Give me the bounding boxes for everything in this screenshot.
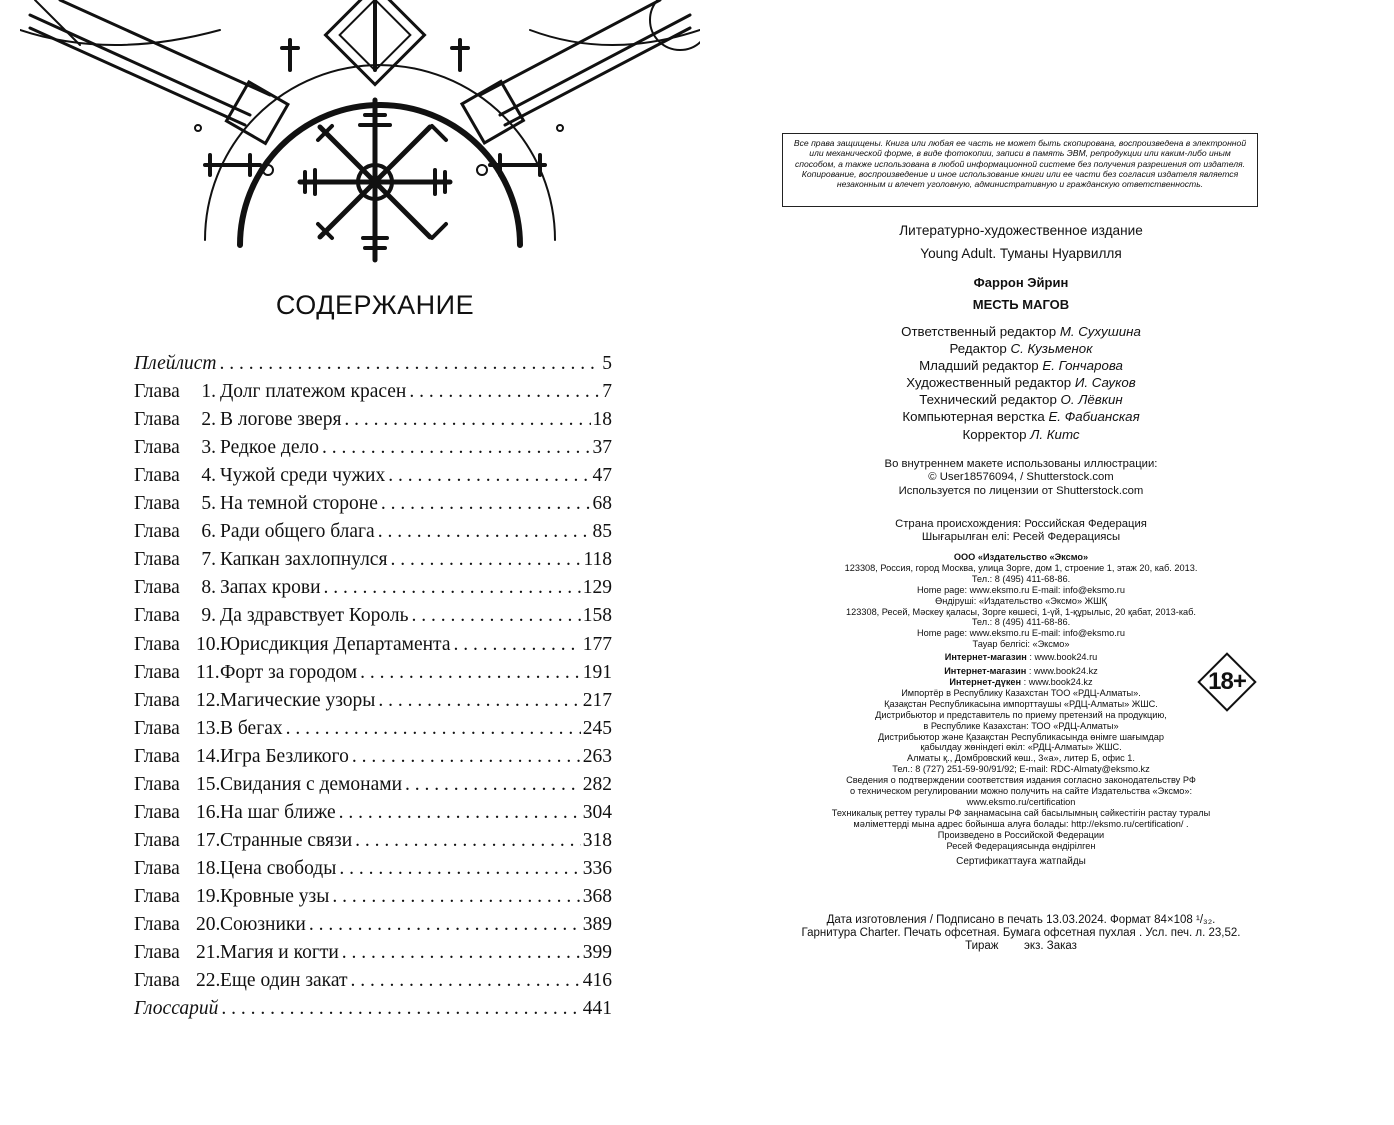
staff-role: Художественный редактор bbox=[906, 375, 1072, 391]
publisher-block bbox=[782, 552, 1260, 868]
publisher-lines bbox=[782, 563, 1260, 650]
toc-leader-dots bbox=[412, 604, 581, 628]
toc-entry-title: Игра Безликого bbox=[220, 745, 349, 767]
imprint-line: в Республике Казахстан: ТОО «РДЦ-Алматы» bbox=[923, 720, 1119, 731]
toc-leader-dots bbox=[344, 408, 590, 432]
toc-entry-number: 2. bbox=[201, 409, 216, 431]
toc-entry-word: Глава bbox=[134, 521, 180, 543]
illustration-credits bbox=[782, 458, 1260, 498]
toc-entry-number: 4. bbox=[201, 465, 216, 487]
toc-entry-title: Ради общего блага bbox=[220, 521, 375, 543]
imprint-line: Техникалық реттеу туралы РФ заңнамасына сай басылымның сәйкестігін растау туралы bbox=[831, 807, 1211, 818]
toc-entry-word: Глава bbox=[134, 829, 180, 851]
toc-entry-word: Глава bbox=[134, 885, 180, 907]
toc-entry-title: Запах крови bbox=[220, 577, 321, 599]
toc-entry-word: Глава bbox=[134, 577, 180, 599]
toc-entry bbox=[134, 628, 612, 656]
toc-entry-title: Магия и когти bbox=[220, 942, 339, 964]
toc-entry bbox=[134, 488, 612, 516]
toc-entry-number: 3. bbox=[201, 437, 216, 459]
imprint-line: мәліметтерді мына адрес бойынша алуға болады: http://eksmo.ru/certification/ . bbox=[853, 818, 1189, 829]
imprint-line: Тел.: 8 (727) 251-59-90/91/92; E-mail: RDC-Almaty@eksmo.kz bbox=[892, 764, 1150, 775]
print-line: Тираж экз. Заказ bbox=[965, 939, 1077, 952]
staff-role: Корректор bbox=[962, 426, 1027, 442]
toc-entry-title: На темной стороне bbox=[220, 493, 378, 515]
toc-leader-dots bbox=[378, 520, 591, 544]
toc-entry-number: 5. bbox=[201, 493, 216, 515]
toc-entry-title: Глоссарий bbox=[134, 998, 219, 1020]
certification-note: Сертификаттауға жатпайды bbox=[956, 856, 1086, 868]
imprint-line: 123308, Ресей, Мәскеу қаласы, Зорге көшесі, 1-үй, 1-құрылыс, 20 қабат, 2013-каб. bbox=[846, 606, 1196, 617]
toc-entry bbox=[134, 713, 612, 741]
print-info bbox=[782, 914, 1260, 952]
toc-entry-number: 9. bbox=[201, 605, 216, 627]
edition-info bbox=[782, 220, 1260, 265]
toc-leader-dots bbox=[405, 773, 581, 797]
toc-entry-page: 217 bbox=[582, 689, 612, 711]
toc-entry-word: Глава bbox=[134, 801, 180, 823]
toc-entry-number: 13. bbox=[196, 717, 221, 739]
toc-entry-page: 85 bbox=[592, 521, 612, 543]
staff-name: С. Кузьменок bbox=[1010, 341, 1093, 357]
toc-entry-page: 7 bbox=[602, 381, 612, 403]
illustration-line: Используется по лицензии от Shutterstock.com bbox=[898, 484, 1144, 497]
origin-info bbox=[782, 518, 1260, 545]
staff-role: Редактор bbox=[949, 341, 1007, 357]
toc-entry bbox=[134, 937, 612, 965]
toc-entry bbox=[134, 909, 612, 937]
imprint-line: Дистрибьютор және Қазақстан Республикасында өнімге шағымдар bbox=[878, 731, 1164, 742]
staff-role: Технический редактор bbox=[919, 392, 1057, 408]
imprint-line: Сведения о подтверждении соответствия издания согласно законодательству РФ bbox=[846, 775, 1196, 786]
vegvisir-ornament-icon bbox=[20, 0, 700, 270]
toc-entry-page: 336 bbox=[582, 857, 612, 879]
staff-role: Ответственный редактор bbox=[901, 324, 1057, 339]
imprint-line: о техническом регулировании можно получить на сайте Издательства «Эксмо»: bbox=[849, 786, 1193, 797]
staff-name: Е. Гончарова bbox=[1042, 358, 1123, 374]
imprint-line: Өндіруші: «Издательство «Эксмо» ЖШҚ bbox=[935, 595, 1107, 606]
toc-entry-page: 263 bbox=[582, 745, 612, 767]
toc-entry-word: Глава bbox=[134, 381, 180, 403]
staff-entry bbox=[782, 323, 1260, 340]
staff-entry bbox=[782, 340, 1260, 357]
toc-entry bbox=[134, 432, 612, 460]
toc-entry-title: Цена свободы bbox=[220, 857, 337, 879]
staff-name: И. Сауков bbox=[1074, 375, 1136, 391]
toc-entry bbox=[134, 797, 612, 825]
toc-entry-title: Редкое дело bbox=[220, 437, 319, 459]
staff-role: Компьютерная верстка bbox=[902, 409, 1045, 425]
imprint-line: Тауар белгісі: «Эксмо» bbox=[972, 639, 1070, 650]
imprint-line: Тел.: 8 (495) 411-68-86. bbox=[971, 617, 1071, 628]
online-shop-kz: Интернет-магазин : www.book24.kz bbox=[944, 666, 1098, 677]
toc-leader-dots bbox=[381, 492, 591, 516]
author-name: Фаррон Эйрин bbox=[973, 275, 1069, 290]
table-of-contents bbox=[134, 348, 612, 1021]
toc-entry bbox=[134, 348, 612, 376]
toc-entry bbox=[134, 825, 612, 853]
toc-entry-title: Да здравствует Король bbox=[220, 605, 409, 627]
toc-entry-page: 389 bbox=[582, 913, 612, 935]
toc-entry-title: Юрисдикция Департамента bbox=[220, 633, 451, 655]
toc-entry-number: 8. bbox=[201, 577, 216, 599]
toc-entry-page: 304 bbox=[582, 801, 612, 823]
imprint-line: қабылдау жөніндегі өкіл: «РДЦ-Алматы» ЖШС. bbox=[920, 742, 1122, 753]
toc-entry-number: 21. bbox=[196, 942, 221, 964]
toc-entry-page: 129 bbox=[582, 577, 612, 599]
toc-leader-dots bbox=[342, 941, 581, 965]
edition-type: Литературно-художественное издание bbox=[899, 223, 1143, 238]
toc-entry-word: Глава bbox=[134, 633, 180, 655]
imprint-line: Произведено в Российской Федерации bbox=[937, 829, 1105, 840]
toc-entry bbox=[134, 404, 612, 432]
imprint-line: 123308, Россия, город Москва, улица Зорге, дом 1, строение 1, этаж 20, каб. 2013. bbox=[844, 562, 1198, 573]
toc-entry-number: 10. bbox=[196, 633, 221, 655]
toc-entry bbox=[134, 376, 612, 404]
toc-entry bbox=[134, 853, 612, 881]
imprint-line: Дистрибьютор и представитель по приему претензий на продукцию, bbox=[875, 709, 1167, 720]
toc-entry-page: 68 bbox=[592, 493, 612, 515]
toc-entry-word: Глава bbox=[134, 493, 180, 515]
toc-leader-dots bbox=[360, 661, 581, 685]
toc-entry-number: 14. bbox=[196, 745, 221, 767]
staff-entry bbox=[782, 426, 1260, 443]
staff-role: Младший редактор bbox=[919, 358, 1039, 374]
toc-leader-dots bbox=[339, 801, 581, 825]
age-rating-badge bbox=[1196, 651, 1258, 713]
toc-entry-word: Глава bbox=[134, 773, 180, 795]
imprint-line: www.eksmo.ru/certification bbox=[966, 796, 1076, 807]
toc-entry-number: 17. bbox=[196, 829, 221, 851]
toc-entry-page: 282 bbox=[582, 773, 612, 795]
toc-entry-word: Глава bbox=[134, 661, 180, 683]
toc-entry bbox=[134, 516, 612, 544]
staff-name: М. Сухушина bbox=[1059, 324, 1141, 339]
toc-entry-title: Долг платежом красен bbox=[220, 381, 407, 403]
toc-leader-dots bbox=[388, 464, 590, 488]
toc-entry-page: 191 bbox=[582, 661, 612, 683]
toc-entry-page: 399 bbox=[582, 942, 612, 964]
online-shop-kz-kaz: Интернет-дүкен : www.book24.kz bbox=[949, 676, 1093, 687]
toc-entry-number: 18. bbox=[196, 857, 221, 879]
toc-entry-word: Глава bbox=[134, 717, 180, 739]
toc-entry-page: 18 bbox=[592, 409, 612, 431]
age-rating-label: 18+ bbox=[1208, 668, 1246, 695]
staff-entry bbox=[782, 408, 1260, 425]
toc-entry-page: 5 bbox=[602, 353, 612, 375]
toc-entry-title: Странные связи bbox=[220, 829, 353, 851]
staff-name: Л. Китс bbox=[1030, 426, 1080, 442]
imprint-line: Ресей Федерациясында өндірілген bbox=[946, 840, 1096, 851]
toc-leader-dots bbox=[309, 913, 581, 937]
toc-entry-number: 12. bbox=[196, 689, 221, 711]
illustration-line: © User18576094, / Shutterstock.com bbox=[928, 471, 1114, 484]
toc-entry-number: 11. bbox=[196, 661, 220, 683]
copyright-notice: Все права защищены. Книга или любая ее часть не может быть скопирована, воспроизведена в электронной или механической форме, в виде фотокопии, записи в память ЭВМ, репродукции или каким-либо иным способом, а также использована в любой информационной системе без получения разрешения от издателя. Копирование, воспроизведение и иное использование книги или ее части без согласия издателя является незаконным и влечет уголовную, административную и гражданскую ответственность. bbox=[782, 133, 1258, 207]
toc-leader-dots bbox=[378, 689, 580, 713]
toc-entry-number: 20. bbox=[196, 913, 221, 935]
toc-entry-title: Капкан захлопнулся bbox=[220, 549, 388, 571]
origin-line: Шығарылған елі: Ресей Федерациясы bbox=[921, 531, 1121, 544]
toc-entry-page: 118 bbox=[583, 549, 612, 571]
toc-entry-page: 416 bbox=[582, 970, 612, 992]
book-title: МЕСТЬ МАГОВ bbox=[972, 297, 1070, 312]
imprint-line: Тел.: 8 (495) 411-68-86. bbox=[971, 573, 1071, 584]
toc-entry-title: Магические узоры bbox=[220, 689, 376, 711]
imprint-line: Қазақстан Республикасына импорттаушы «РДЦ-Алматы» ЖШС. bbox=[884, 698, 1158, 709]
toc-entry bbox=[134, 544, 612, 572]
toc-entry-page: 318 bbox=[582, 829, 612, 851]
staff-entry bbox=[782, 391, 1260, 408]
toc-entry-word: Глава bbox=[134, 605, 180, 627]
toc-leader-dots bbox=[221, 997, 580, 1021]
print-line: Дата изготовления / Подписано в печать 13.03.2024. Формат 84×108 ¹/₃₂. bbox=[826, 914, 1216, 926]
print-line: Гарнитура Charter. Печать офсетная. Бумага офсетная пухлая . Усл. печ. л. 23,52. bbox=[801, 926, 1241, 939]
toc-entry-page: 47 bbox=[592, 465, 612, 487]
imprint-line: Home page: www.eksmo.ru E-mail: info@eksmo.ru bbox=[917, 584, 1125, 595]
toc-entry bbox=[134, 685, 612, 713]
toc-entry bbox=[134, 572, 612, 600]
toc-entry-number: 15. bbox=[196, 773, 221, 795]
toc-entry-word: Глава bbox=[134, 745, 180, 767]
publisher-name: ООО «Издательство «Эксмо» bbox=[953, 552, 1089, 562]
toc-entry-number: 7. bbox=[201, 549, 216, 571]
toc-leader-dots bbox=[324, 576, 581, 600]
toc-leader-dots bbox=[219, 352, 600, 376]
toc-entry bbox=[134, 460, 612, 488]
toc-entry bbox=[134, 600, 612, 628]
imprint-line: Home page: www.eksmo.ru E-mail: info@eksmo.ru bbox=[917, 628, 1125, 639]
staff-name: Е. Фабианская bbox=[1048, 409, 1140, 425]
toc-entry bbox=[134, 769, 612, 797]
toc-entry bbox=[134, 657, 612, 685]
toc-entry-word: Глава bbox=[134, 913, 180, 935]
toc-leader-dots bbox=[352, 745, 581, 769]
toc-entry-word: Глава bbox=[134, 942, 180, 964]
imprint-line: Импортёр в Республику Казахстан ТОО «РДЦ-Алматы». bbox=[901, 687, 1141, 698]
toc-leader-dots bbox=[339, 857, 580, 881]
toc-entry-page: 368 bbox=[582, 885, 612, 907]
book-credits bbox=[782, 272, 1260, 316]
toc-entry-page: 37 bbox=[592, 437, 612, 459]
toc-entry bbox=[134, 881, 612, 909]
toc-entry-title: Чужой среди чужих bbox=[220, 465, 386, 487]
toc-heading: СОДЕРЖАНИЕ bbox=[275, 290, 475, 320]
toc-entry-number: 6. bbox=[201, 521, 216, 543]
toc-entry-title: Форт за городом bbox=[220, 661, 358, 683]
toc-entry-title: Кровные узы bbox=[220, 885, 330, 907]
toc-leader-dots bbox=[355, 829, 581, 853]
staff-name: О. Лёвкин bbox=[1060, 392, 1123, 408]
toc-entry-page: 158 bbox=[582, 605, 612, 627]
toc-entry-title: Свидания с демонами bbox=[220, 773, 403, 795]
toc-entry-title: На шаг ближе bbox=[220, 801, 336, 823]
toc-entry-title: В логове зверя bbox=[220, 409, 342, 431]
toc-entry-word: Глава bbox=[134, 549, 180, 571]
toc-leader-dots bbox=[332, 885, 580, 909]
toc-leader-dots bbox=[286, 717, 581, 741]
toc-entry-page: 245 bbox=[582, 717, 612, 739]
toc-entry-title: Союзники bbox=[220, 913, 306, 935]
toc-entry-word: Глава bbox=[134, 465, 180, 487]
toc-entry-page: 441 bbox=[582, 998, 612, 1020]
staff-list bbox=[782, 323, 1260, 443]
toc-entry-title: Еще один закат bbox=[220, 970, 348, 992]
toc-entry bbox=[134, 741, 612, 769]
toc-entry-number: 22. bbox=[196, 970, 221, 992]
illustration-line: Во внутреннем макете использованы иллюстрации: bbox=[884, 458, 1158, 470]
toc-entry-word: Глава bbox=[134, 409, 180, 431]
origin-line: Страна происхождения: Российская Федерация bbox=[895, 518, 1147, 530]
toc-entry-word: Глава bbox=[134, 970, 180, 992]
toc-entry-number: 1. bbox=[201, 381, 216, 403]
online-shop-ru: Интернет-магазин : www.book24.ru bbox=[944, 652, 1098, 663]
toc-entry bbox=[134, 993, 612, 1021]
toc-entry bbox=[134, 965, 612, 993]
toc-entry-word: Глава bbox=[134, 437, 180, 459]
toc-leader-dots bbox=[322, 436, 591, 460]
series-name: Young Adult. Туманы Нуарвилля bbox=[920, 245, 1122, 261]
staff-entry bbox=[782, 374, 1260, 391]
distributor-lines bbox=[782, 688, 1260, 852]
toc-entry-number: 16. bbox=[196, 801, 221, 823]
toc-leader-dots bbox=[390, 548, 581, 572]
toc-leader-dots bbox=[351, 969, 581, 993]
staff-entry bbox=[782, 357, 1260, 374]
toc-leader-dots bbox=[409, 380, 600, 404]
toc-entry-title: В бегах bbox=[220, 717, 283, 739]
toc-entry-word: Глава bbox=[134, 857, 180, 879]
imprint-line: Алматы қ., Домбровский көш., 3«а», литер Б, офис 1. bbox=[907, 753, 1135, 764]
toc-entry-word: Глава bbox=[134, 689, 180, 711]
toc-entry-title: Плейлист bbox=[134, 353, 217, 375]
toc-entry-page: 177 bbox=[582, 633, 612, 655]
toc-leader-dots bbox=[453, 633, 580, 657]
toc-entry-number: 19. bbox=[196, 885, 221, 907]
